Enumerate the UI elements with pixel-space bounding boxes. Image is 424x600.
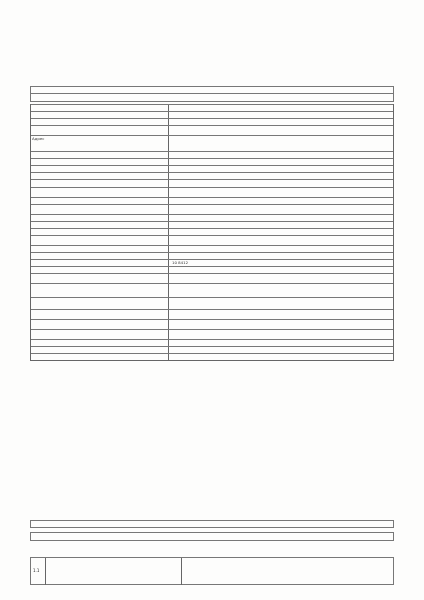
table-row bbox=[30, 135, 394, 151]
table-row bbox=[30, 125, 394, 135]
table-row bbox=[30, 187, 394, 197]
table-row bbox=[30, 214, 394, 221]
table-row bbox=[30, 204, 394, 214]
row-divider bbox=[168, 188, 169, 197]
table-row bbox=[30, 228, 394, 235]
section2-object-box bbox=[30, 520, 394, 528]
row-divider bbox=[168, 284, 169, 297]
table-row bbox=[30, 235, 394, 245]
table-side-border bbox=[393, 104, 394, 360]
table-side-border bbox=[30, 104, 31, 360]
table-row bbox=[30, 259, 394, 266]
table-row bbox=[30, 221, 394, 228]
table-row bbox=[30, 266, 394, 273]
row-divider bbox=[168, 236, 169, 245]
row-divider bbox=[168, 180, 169, 187]
row-divider bbox=[168, 298, 169, 309]
row-label: Адрес bbox=[32, 136, 45, 141]
table-row bbox=[30, 104, 394, 111]
table-row bbox=[30, 346, 394, 353]
table-row bbox=[30, 252, 394, 259]
section2-object-type-box bbox=[30, 532, 394, 541]
row-value: 10 8412 bbox=[172, 260, 189, 265]
rights-table bbox=[30, 557, 394, 585]
table-row bbox=[30, 245, 394, 252]
row-divider bbox=[168, 136, 169, 151]
table-row bbox=[30, 151, 394, 158]
table-bottom-border bbox=[30, 360, 394, 361]
row-divider bbox=[168, 330, 169, 339]
table-row bbox=[30, 309, 394, 319]
rights-num: 1.1 bbox=[33, 568, 40, 573]
table-row bbox=[30, 353, 394, 360]
table-row bbox=[30, 197, 394, 204]
table-row bbox=[30, 273, 394, 283]
table-row bbox=[30, 339, 394, 346]
table-row bbox=[30, 179, 394, 187]
row-divider bbox=[168, 310, 169, 319]
table-row bbox=[30, 319, 394, 329]
table-row bbox=[30, 165, 394, 172]
plot-label-box bbox=[30, 86, 394, 94]
row-divider bbox=[168, 126, 169, 135]
object-type-box bbox=[30, 94, 394, 102]
table-row bbox=[30, 118, 394, 125]
table-row bbox=[30, 158, 394, 165]
rights-divider-1 bbox=[45, 558, 46, 585]
row-divider bbox=[168, 274, 169, 283]
table-row bbox=[30, 172, 394, 179]
row-divider bbox=[168, 320, 169, 329]
table-row bbox=[30, 111, 394, 118]
rights-divider-2 bbox=[181, 558, 182, 585]
table-row bbox=[30, 283, 394, 297]
table-row bbox=[30, 329, 394, 339]
row-divider bbox=[168, 205, 169, 214]
table-row bbox=[30, 297, 394, 309]
